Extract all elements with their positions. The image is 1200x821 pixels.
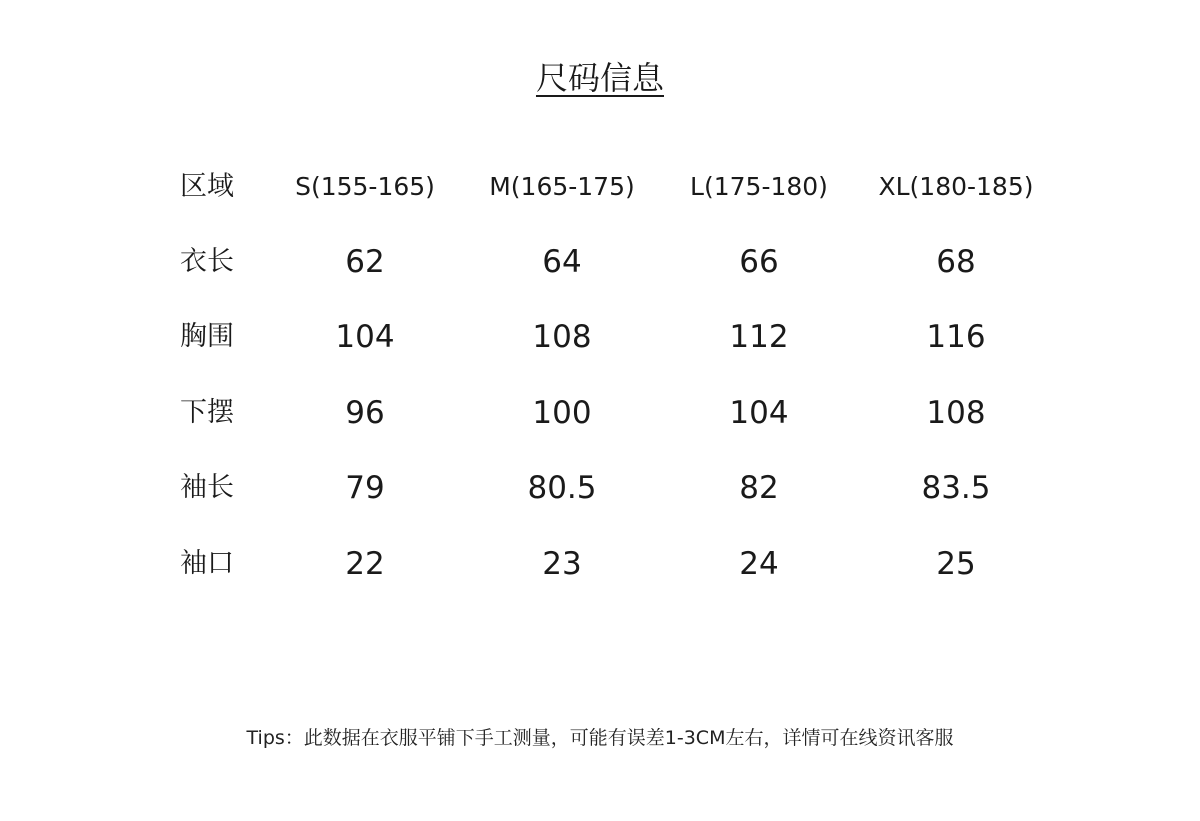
- table-cell: 66: [739, 244, 779, 280]
- column-header-l: L(175-180): [690, 172, 828, 201]
- row-label: 袖口: [180, 548, 234, 579]
- table-cell: 82: [739, 470, 779, 506]
- table-cell: 104: [729, 395, 789, 431]
- table-cell: 62: [345, 244, 385, 280]
- table-corner-label: 区域: [180, 171, 234, 202]
- table-header-row: [0, 149, 1200, 225]
- table-cell: 64: [542, 244, 582, 280]
- table-cell: 80.5: [527, 470, 597, 506]
- measurement-tips: Tips：此数据在衣服平铺下手工测量，可能有误差1-3CM左右，详情可在线资讯客服: [246, 727, 954, 749]
- table-cell: 108: [532, 319, 592, 355]
- row-label: 袖长: [180, 472, 234, 503]
- table-cell: 96: [345, 395, 385, 431]
- table-cell: 112: [729, 319, 789, 355]
- table-cell: 22: [345, 546, 385, 582]
- column-header-xl: XL(180-185): [878, 172, 1034, 201]
- table-cell: 100: [532, 395, 592, 431]
- page-title: [0, 56, 1200, 100]
- table-cell: 24: [739, 546, 779, 582]
- table-row: [0, 224, 1200, 300]
- table-row: [0, 299, 1200, 375]
- row-label: 下摆: [180, 397, 234, 428]
- table-cell: 116: [926, 319, 986, 355]
- row-label: 衣长: [180, 246, 234, 277]
- page-title-text: 尺码信息: [535, 59, 664, 97]
- table-cell: 108: [926, 395, 986, 431]
- table-cell: 25: [936, 546, 976, 582]
- table-row: [0, 526, 1200, 602]
- table-row: [0, 375, 1200, 451]
- table-cell: 68: [936, 244, 976, 280]
- table-cell: 104: [335, 319, 395, 355]
- table-cell: 83.5: [921, 470, 991, 506]
- column-header-s: S(155-165): [295, 172, 435, 201]
- column-header-m: M(165-175): [489, 172, 635, 201]
- row-label: 胸围: [180, 321, 234, 352]
- table-cell: 79: [345, 470, 385, 506]
- table-cell: 23: [542, 546, 582, 582]
- table-row: [0, 450, 1200, 526]
